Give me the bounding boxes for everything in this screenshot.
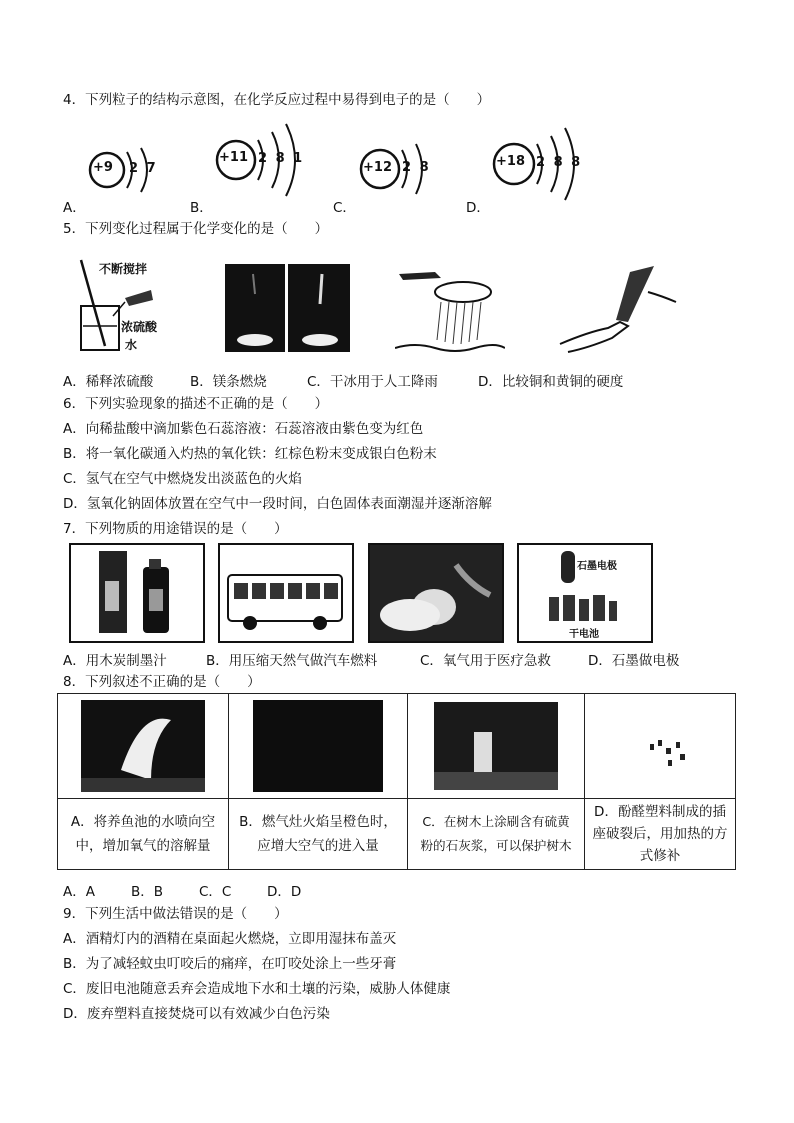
stir-label: 不断搅拌: [99, 262, 148, 276]
acid-label: 浓硫酸: [121, 320, 158, 334]
atom-diagram-d: [490, 124, 585, 208]
tree-photo: [434, 702, 558, 790]
option-letter: D．: [466, 200, 490, 216]
q5-option-b: B．镁条燃烧: [190, 374, 267, 390]
q9-option-a: A．酒精灯内的酒精在桌面起火燃烧，立即用湿抹布盖灭: [63, 931, 397, 947]
option-letter: C．: [333, 200, 356, 216]
ink-bottles-photo: [69, 543, 205, 643]
socket-photo: [610, 702, 710, 790]
q7-option-d: D．石墨做电极: [588, 653, 680, 669]
atom-diagram-b: [212, 120, 307, 204]
q8-option-c-line2: 粉的石灰浆，可以保护树木: [420, 838, 572, 853]
q7-option-c: C．氧气用于医疗急救: [420, 653, 551, 669]
q8-option-d-cell: [585, 799, 736, 870]
water-label: 水: [125, 338, 138, 352]
q8-option-a-line1: A．将养鱼池的水喷向空: [70, 814, 216, 830]
socket-photo-cell: [585, 694, 736, 799]
q8-option-b-line1: B．燃气灶火焰呈橙色时，: [239, 814, 397, 830]
battery-label: 干电池: [569, 629, 599, 640]
q8-option-c-line1: C．在树木上涂刷含有硫黄: [422, 814, 570, 829]
q8-option-d-line3: 式修补: [639, 848, 681, 864]
option-letter: B．: [190, 200, 213, 216]
q8-stem: 8．下列叙述不正确的是（ ）: [63, 674, 261, 690]
q5-stem: 5．下列变化过程属于化学变化的是（ ）: [63, 221, 329, 237]
q9-option-d: D．废弃塑料直接焚烧可以有效减少白色污染: [63, 1006, 330, 1022]
bus-photo: [218, 543, 354, 643]
q6-option-a: A．向稀盐酸中滴加紫色石蕊溶液：石蕊溶液由紫色变为红色: [63, 421, 424, 437]
magnesium-burning-photo-1: [225, 264, 285, 352]
q6-option-c: C．氢气在空气中燃烧发出淡蓝色的火焰: [63, 471, 302, 487]
option-letter: A．: [63, 200, 86, 216]
shell-electrons: 2 8: [402, 160, 431, 175]
oxygen-emergency-photo: [368, 543, 504, 643]
fish-pond-photo-cell: [58, 694, 229, 799]
q9-option-c: C．废旧电池随意丢弃会造成地下水和土壤的污染，威胁人体健康: [63, 981, 451, 997]
q8-options-table: [57, 693, 736, 870]
q5-option-c: C．干冰用于人工降雨: [307, 374, 438, 390]
q8-option-d-line1: D．酚醛塑料制成的插: [594, 804, 726, 820]
q9-stem: 9．下列生活中做法错误的是（ ）: [63, 906, 288, 922]
nucleus-label: +18: [496, 154, 525, 169]
atom-diagram-c: [358, 138, 438, 204]
graphite-electrode-photo: [517, 543, 653, 643]
q6-stem: 6．下列实验现象的描述不正确的是（ ）: [63, 396, 329, 412]
artificial-rain-figure: [395, 262, 505, 354]
q6-option-d: D．氢氧化钠固体放置在空气中一段时间，白色固体表面潮湿并逐渐溶解: [63, 496, 492, 512]
atom-diagram-a: [85, 140, 165, 204]
nucleus-label: +9: [93, 160, 113, 175]
q7-option-a: A．用木炭制墨汁: [63, 653, 167, 669]
q8-option-b-line2: 应增大空气的进入量: [257, 838, 379, 854]
magnesium-burning-photo-2: [288, 264, 350, 352]
tree-photo-cell: [408, 694, 585, 799]
q8-answer-b: B．B: [131, 884, 164, 900]
q8-option-c-cell: [408, 799, 585, 870]
fish-pond-photo: [81, 700, 205, 792]
shell-electrons: 2 8 1: [258, 151, 305, 166]
q8-answer-c: C．C: [199, 884, 232, 900]
q7-option-b: B．用压缩天然气做汽车燃料: [206, 653, 378, 669]
q8-answer-d: D．D: [267, 884, 302, 900]
q4-stem: 4．下列粒子的结构示意图，在化学反应过程中易得到电子的是（ ）: [63, 92, 491, 108]
q6-option-b: B．将一氧化碳通入灼热的氧化铁：红棕色粉末变成银白色粉末: [63, 446, 437, 462]
gas-stove-photo: [253, 700, 383, 792]
q8-answer-a: A．A: [63, 884, 95, 900]
q8-option-d-line2: 座破裂后，用加热的方: [592, 826, 728, 842]
q8-option-a-cell: [58, 799, 229, 870]
q9-option-b: B．为了减轻蚊虫叮咬后的痛痒，在叮咬处涂上一些牙膏: [63, 956, 397, 972]
q8-option-a-line2: 中，增加氧气的溶解量: [75, 838, 211, 854]
graphite-label: 石墨电极: [577, 561, 617, 572]
shell-electrons: 2 8 8: [536, 155, 583, 170]
nucleus-label: +11: [219, 150, 248, 165]
q8-option-b-cell: [229, 799, 408, 870]
nucleus-label: +12: [363, 160, 392, 175]
q7-stem: 7．下列物质的用途错误的是（ ）: [63, 521, 288, 537]
hardness-comparison-figure: [558, 262, 678, 354]
gas-stove-photo-cell: [229, 694, 408, 799]
shell-electrons: 2 7: [129, 161, 158, 176]
q5-option-a: A．稀释浓硫酸: [63, 374, 154, 390]
q5-option-d: D．比较铜和黄铜的硬度: [478, 374, 624, 390]
dilution-figure: [73, 256, 183, 356]
